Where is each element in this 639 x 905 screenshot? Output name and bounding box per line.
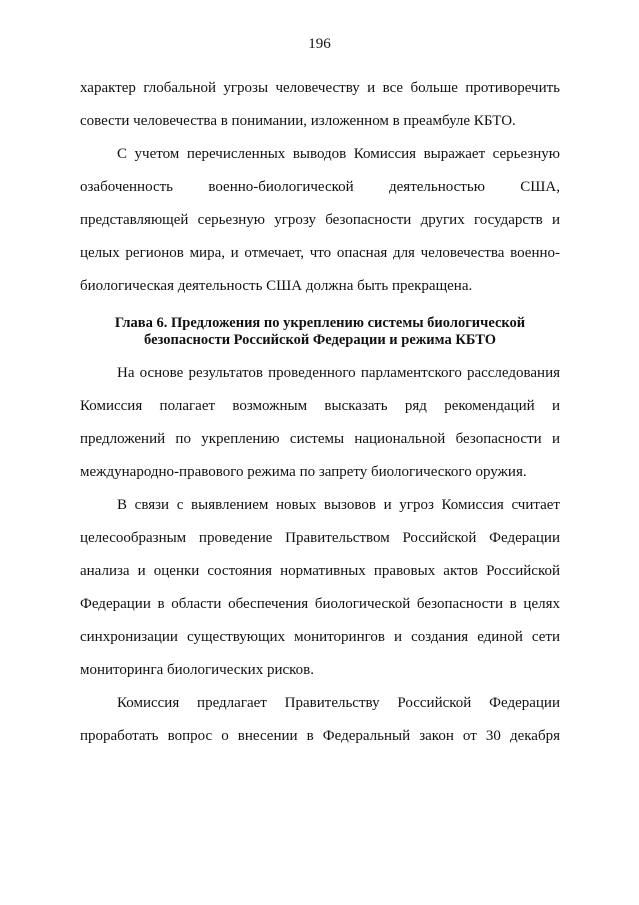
chapter-heading-line: безопасности Российской Федерации и режима КБТО xyxy=(144,332,496,348)
text-line: Комиссия полагает возможным высказать ряд рекомендаций и xyxy=(80,398,560,414)
text-line: В связи с выявлением новых вызовов и угроз Комиссия считает xyxy=(117,497,560,513)
text-line: озабоченность военно-биологической деятельностью США, xyxy=(80,179,560,195)
paragraph-analysis xyxy=(80,489,560,687)
text-line: синхронизации существующих мониторингов и создания единой сети xyxy=(80,629,560,645)
paragraph-recommendations xyxy=(80,357,560,489)
text-line: На основе результатов проведенного парламентского расследования xyxy=(117,365,560,381)
text-line: биологическая деятельность США должна быть прекращена. xyxy=(80,278,473,294)
chapter-heading xyxy=(80,303,560,357)
paragraph-proposal xyxy=(80,687,560,753)
text-line: совести человечества в понимании, изложенном в преамбуле КБТО. xyxy=(80,113,516,129)
text-line: мониторинга биологических рисков. xyxy=(80,662,314,678)
text-line: проработать вопрос о внесении в Федеральный закон от 30 декабря xyxy=(80,728,560,744)
text-line: анализа и оценки состояния нормативных правовых актов Российской xyxy=(80,563,560,579)
chapter-heading-line: Глава 6. Предложения по укреплению системы биологической xyxy=(114,315,526,331)
text-line: предложений по укреплению системы национальной безопасности и xyxy=(80,431,560,447)
text-line: характер глобальной угрозы человечеству и все больше противоречить xyxy=(80,80,560,96)
page-content xyxy=(80,72,560,753)
page-number: 196 xyxy=(308,36,331,52)
text-line: Комиссия предлагает Правительству Российской Федерации xyxy=(117,695,560,711)
text-line: международно-правового режима по запрету биологического оружия. xyxy=(80,464,527,480)
text-line: С учетом перечисленных выводов Комиссия выражает серьезную xyxy=(117,146,560,162)
text-line: представляющей серьезную угрозу безопасности других государств и xyxy=(80,212,560,228)
paragraph-continuation xyxy=(80,72,560,138)
text-line: целых регионов мира, и отмечает, что опасная для человечества военно- xyxy=(80,245,560,261)
text-line: целесообразным проведение Правительством Российской Федерации xyxy=(80,530,560,546)
text-line: Федерации в области обеспечения биологической безопасности в целях xyxy=(80,596,560,612)
paragraph-commission-concern xyxy=(80,138,560,303)
